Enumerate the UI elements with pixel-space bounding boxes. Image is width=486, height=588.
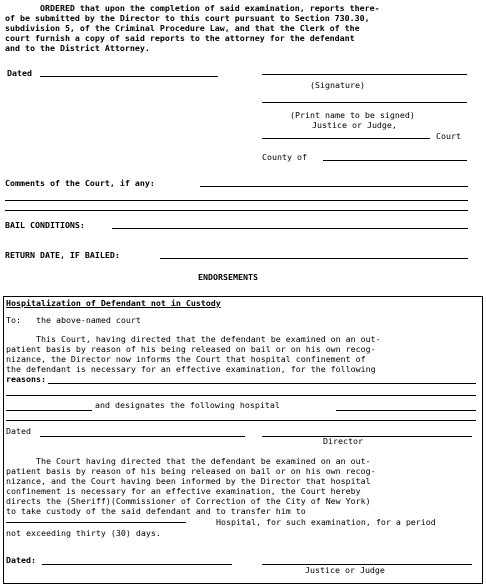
para2-line-5: directs the (Sheriff)(Commissioner of Correction of the City of New York)	[6, 496, 371, 506]
comments-line-1[interactable]	[200, 186, 468, 187]
bail-conditions-label: BAIL CONDITIONS:	[5, 220, 85, 230]
order-line-5: and to the District Attorney.	[5, 43, 150, 53]
reasons-line-1[interactable]	[48, 383, 476, 384]
print-name-label: (Print name to be signed)	[290, 110, 415, 120]
para2-line-6: to take custody of the said defendant and to transfer him to	[6, 506, 306, 516]
order-line-4: court furnish a copy of said reports to the attorney for the defendant	[5, 33, 355, 43]
justice-label: Justice or Judge	[305, 565, 385, 575]
director-signature-line[interactable]	[262, 436, 472, 437]
county-line[interactable]	[323, 160, 467, 161]
dated-line-3[interactable]	[42, 564, 232, 565]
comments-line-3[interactable]	[5, 210, 468, 211]
para1-line-4: the defendant is necessary for an effective examination, for the following	[6, 364, 376, 374]
court-label: Court	[436, 131, 461, 141]
court-line[interactable]	[262, 138, 430, 139]
print-name-line[interactable]	[262, 102, 467, 103]
para2-line-3: nizance, and the Court having been informed by the Director that hospital	[6, 476, 371, 486]
reasons-line-3[interactable]	[6, 410, 92, 411]
order-line-1: ORDERED that upon the completion of said examination, reports there-	[5, 3, 380, 13]
para1-line-3: nizance, the Director now informs the Court that hospital confinement of	[6, 354, 366, 364]
justice-judge-label: Justice or Judge,	[312, 120, 397, 130]
dated-label-3: Dated:	[6, 555, 36, 565]
hospital-line-2[interactable]	[6, 420, 476, 421]
bail-conditions-line[interactable]	[112, 228, 468, 229]
hospital-period-line: Hospital, for such examination, for a period	[216, 517, 436, 527]
para2-line-2: patient basis by reason of his being released on bail or on his own recog-	[6, 466, 376, 476]
para1-line-5: reasons:	[6, 374, 46, 384]
transfer-hospital-line[interactable]	[6, 522, 186, 523]
para1-line-2: patient basis by reason of his being released on bail or on his own recog-	[6, 344, 376, 354]
designates-label: and designates the following hospital	[95, 400, 280, 410]
hospital-line[interactable]	[336, 410, 476, 411]
comments-label: Comments of the Court, if any:	[5, 178, 155, 188]
hospitalization-heading: Hospitalization of Defendant not in Custody	[6, 298, 221, 308]
period-line: not exceeding thirty (30) days.	[6, 528, 161, 538]
comments-line-2[interactable]	[5, 200, 468, 201]
para1-line-1: This Court, having directed that the defendant be examined on an out-	[6, 334, 381, 344]
director-label: Director	[323, 436, 363, 446]
dated-line[interactable]	[40, 76, 218, 77]
return-date-label: RETURN DATE, IF BAILED:	[5, 250, 120, 260]
endorsements-heading: ENDORSEMENTS	[198, 272, 258, 282]
order-line-2: of be submitted by the Director to this court pursuant to Section 730.30,	[5, 13, 370, 23]
to-line: To: the above-named court	[6, 315, 141, 325]
dated-line-2[interactable]	[40, 436, 245, 437]
para2-line-4: confinement is necessary for an effective examination, the Court hereby	[6, 486, 361, 496]
signature-label: (Signature)	[310, 80, 365, 90]
dated-label: Dated	[7, 68, 32, 78]
return-date-line[interactable]	[160, 258, 468, 259]
county-label: County of	[262, 152, 307, 162]
order-line-3: subdivision 5, of the Criminal Procedure Law, and that the Clerk of the	[5, 23, 360, 33]
dated-label-2: Dated	[6, 426, 31, 436]
signature-line[interactable]	[262, 74, 467, 75]
para2-line-1: The Court having directed that the defendant be examined on an out-	[6, 456, 371, 466]
reasons-line-2[interactable]	[6, 395, 476, 396]
